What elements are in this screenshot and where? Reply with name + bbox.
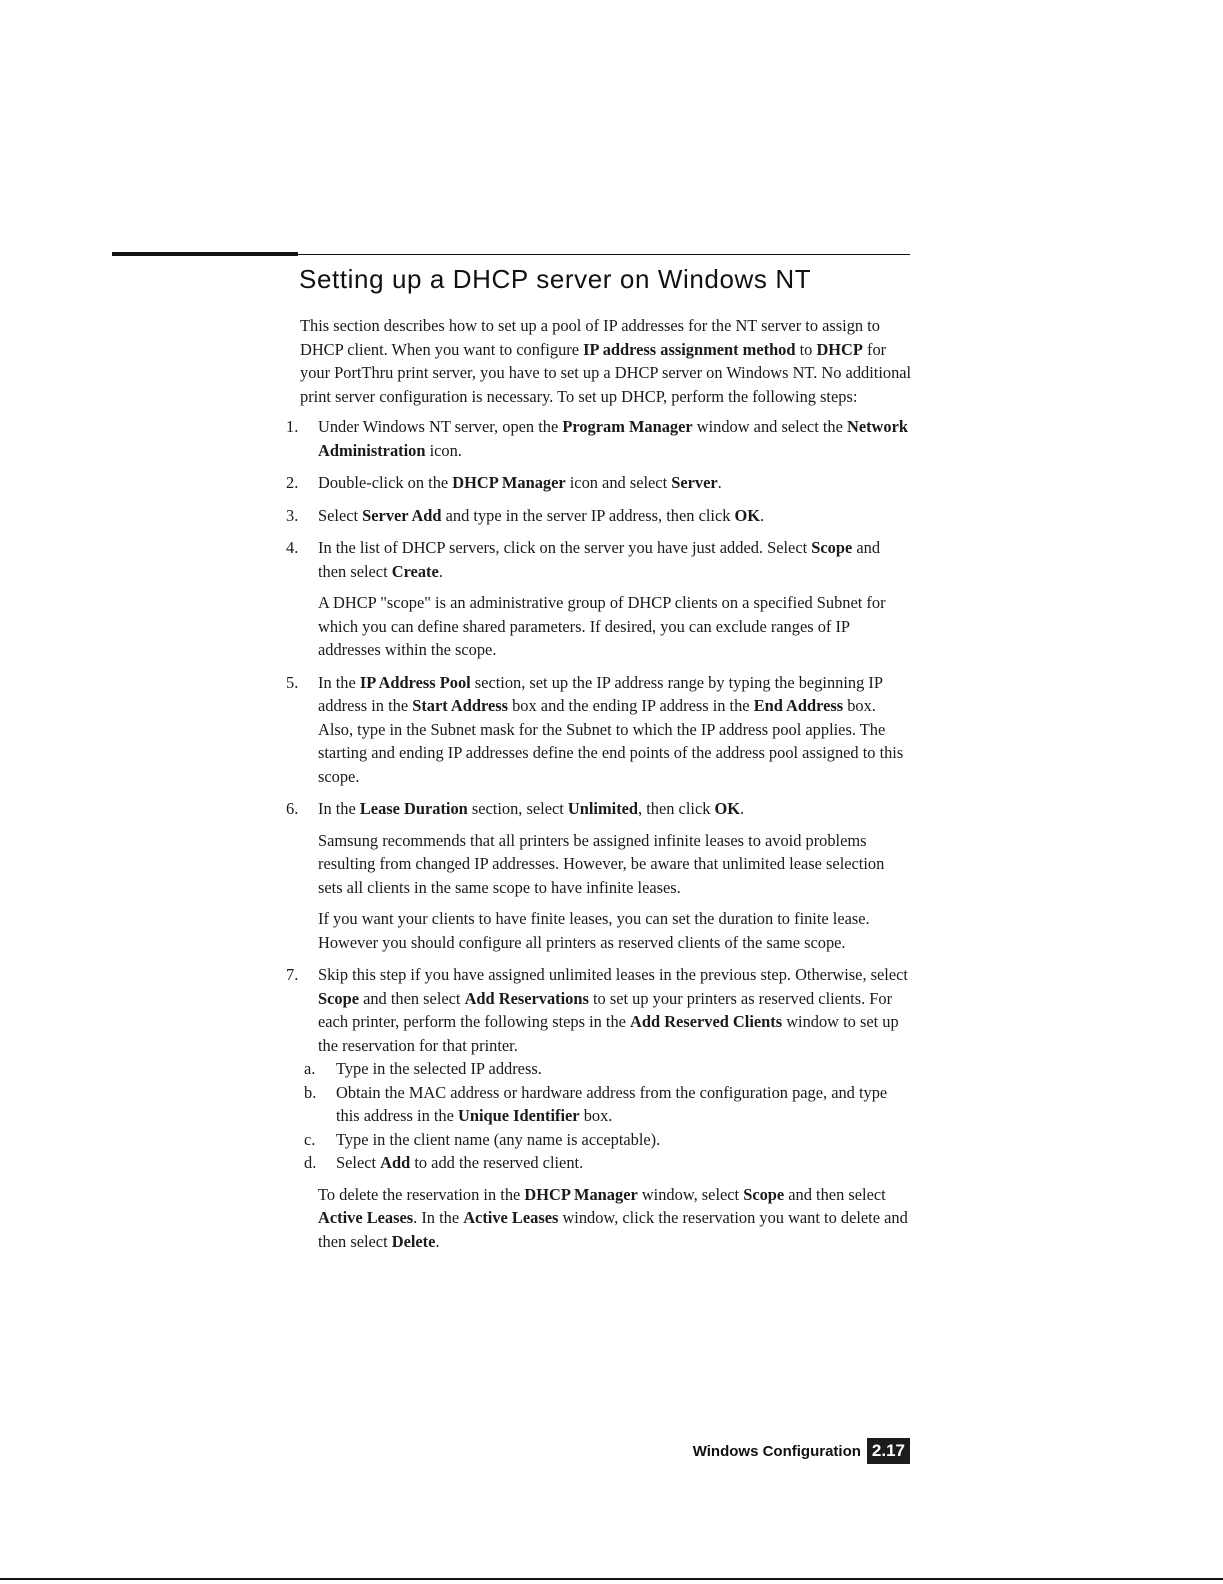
substep-text: Type in the client name (any name is acceptable). <box>336 1129 661 1149</box>
substep-letter: d. <box>304 1153 317 1172</box>
section-heading: Setting up a DHCP server on Windows NT <box>299 264 812 294</box>
term-ip-assignment: IP address assignment method <box>583 339 796 359</box>
substep-letter: c. <box>304 1129 316 1149</box>
step-4 <box>286 536 912 662</box>
step-text: Double-click on the DHCP Manager icon and select Server. <box>318 473 722 492</box>
substep-text: Select Add to add the reserved client. <box>336 1153 584 1172</box>
substep-text: Type in the selected IP address. <box>336 1059 542 1078</box>
header-rule <box>298 254 910 255</box>
page-number-badge: 2.17 <box>867 1438 910 1464</box>
footer-section-label: Windows Configuration <box>692 1442 861 1460</box>
step-text: Under Windows NT server, open the Program Manager window and select the Network Administration icon. <box>318 417 908 460</box>
step-5 <box>286 671 912 789</box>
step-note: Samsung recommends that all printers be assigned infinite leases to avoid problems resulting from changed IP addresses. However, be aware that unlimited lease selection sets all clients in the same scope to have infinite leases. <box>318 830 885 897</box>
step-note: However you should configure all printers as reserved clients of the same scope. <box>318 932 846 952</box>
bottom-rule <box>0 1578 1223 1580</box>
step-1 <box>286 415 912 462</box>
step-note: To delete the reservation in the DHCP Manager window, select Scope and then select Active Leases. In the Active Leases window, click the reservation you want to delete and then select Delete. <box>318 1184 908 1251</box>
step-text: Skip this step if you have assigned unlimited leases in the previous step. Otherwise, select Scope and then select Add Reservations to set up your printers as reserved clients. For each printer, perform the following steps in the Add Reserved Clients window to set up the reservation for that printer. <box>318 965 908 1055</box>
step-number: 7. <box>286 965 299 984</box>
step-note: If you want your clients to have finite leases, you can set the duration to finite lease. <box>318 909 870 928</box>
substep-d <box>304 1151 912 1175</box>
step-6 <box>286 797 912 954</box>
step-text: In the Lease Duration section, select Unlimited, then click OK. <box>318 799 745 818</box>
section-body <box>286 314 912 1262</box>
step-7 <box>286 963 912 1253</box>
step-number: 3. <box>286 505 299 525</box>
step-text: In the IP Address Pool section, set up the IP address range by typing the beginning IP address in the Start Address box and the ending IP address in the End Address box. Also, type in the Subnet mask for the Subnet to which the IP address pool applies. The starting and ending IP addresses define the end points of the address pool assigned to this scope. <box>318 672 904 786</box>
step-2 <box>286 471 912 495</box>
step-number: 4. <box>286 538 299 557</box>
step-number: 1. <box>286 417 299 436</box>
step-number: 2. <box>286 473 299 492</box>
step-note: A DHCP "scope" is an administrative group of DHCP clients on a specified Subnet for which you can define shared parameters. If desired, you can exclude ranges of IP addresses within the scope. <box>318 593 886 659</box>
step-text: Select Server Add and type in the server IP address, then click OK. <box>318 505 765 525</box>
step-number: 5. <box>286 672 299 692</box>
page-footer <box>693 1438 910 1464</box>
substep-b <box>304 1081 912 1128</box>
step-text: In the list of DHCP servers, click on the server you have just added. Select Scope and then select Create. <box>318 538 881 581</box>
step-3 <box>286 504 912 528</box>
term-dhcp: DHCP <box>816 339 863 359</box>
intro-paragraph: This section describes how to set up a pool of IP addresses for the NT server to assign to DHCP client. When you want to configure IP address assignment method to DHCP for your PortThru print server, you have to set up a DHCP server on Windows NT. No additional print server configuration is necessary. To set up DHCP, perform the following steps: <box>300 316 912 406</box>
header-rule-thick <box>112 252 298 256</box>
substep-text: Obtain the MAC address or hardware address from the configuration page, and type this address in the Unique Identifier box. <box>336 1082 888 1125</box>
substep-c <box>304 1128 912 1152</box>
substep-letter: b. <box>304 1082 317 1102</box>
step-number: 6. <box>286 799 299 818</box>
substep-a <box>304 1057 912 1081</box>
substep-letter: a. <box>304 1059 316 1078</box>
